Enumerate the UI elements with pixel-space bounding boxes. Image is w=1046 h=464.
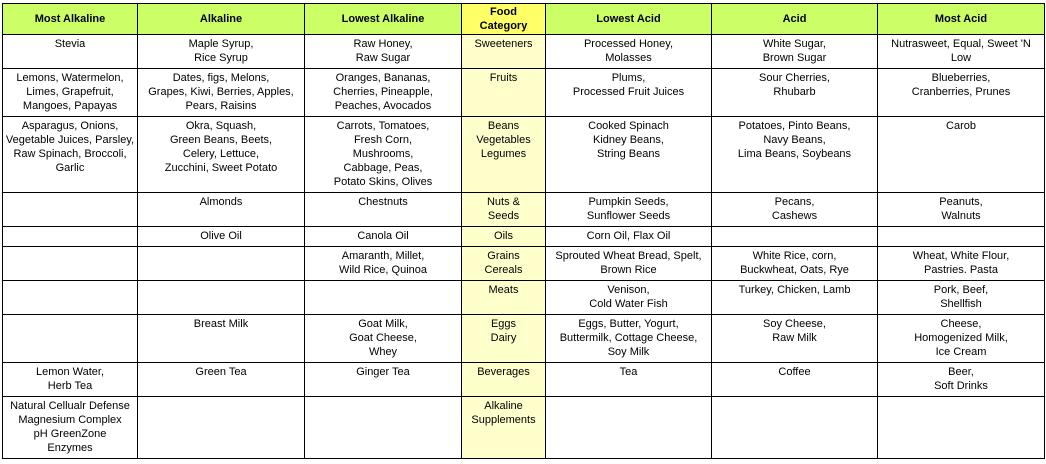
cell-most-acid: Carob bbox=[878, 117, 1045, 193]
cell-food-category: Beans Vegetables Legumes bbox=[462, 117, 546, 193]
cell-alkaline: Breast Milk bbox=[138, 315, 305, 363]
cell-lowest-acid: Processed Honey, Molasses bbox=[546, 35, 712, 69]
cell-most-alkaline: Natural Cellualr Defense Magnesium Complex pH GreenZone Enzymes bbox=[3, 397, 138, 459]
cell-acid: Soy Cheese, Raw Milk bbox=[712, 315, 878, 363]
cell-lowest-acid: Corn Oil, Flax Oil bbox=[546, 227, 712, 247]
cell-most-alkaline bbox=[3, 247, 138, 281]
table-row bbox=[3, 281, 1045, 315]
cell-food-category: Alkaline Supplements bbox=[462, 397, 546, 459]
cell-most-alkaline: Lemons, Watermelon, Limes, Grapefruit, Mangoes, Papayas bbox=[3, 69, 138, 117]
cell-alkaline bbox=[138, 247, 305, 281]
cell-acid: Pecans, Cashews bbox=[712, 193, 878, 227]
cell-lowest-acid bbox=[546, 397, 712, 459]
cell-alkaline bbox=[138, 281, 305, 315]
cell-most-alkaline bbox=[3, 281, 138, 315]
cell-most-acid: Peanuts, Walnuts bbox=[878, 193, 1045, 227]
column-header-food-category: Food Category bbox=[462, 4, 546, 35]
cell-lowest-alkaline bbox=[305, 397, 462, 459]
cell-acid: Turkey, Chicken, Lamb bbox=[712, 281, 878, 315]
cell-most-acid: Blueberries, Cranberries, Prunes bbox=[878, 69, 1045, 117]
cell-alkaline: Maple Syrup, Rice Syrup bbox=[138, 35, 305, 69]
cell-lowest-acid: Plums, Processed Fruit Juices bbox=[546, 69, 712, 117]
cell-lowest-alkaline: Amaranth, Millet, Wild Rice, Quinoa bbox=[305, 247, 462, 281]
table-row bbox=[3, 117, 1045, 193]
cell-acid bbox=[712, 397, 878, 459]
cell-acid: White Rice, corn, Buckwheat, Oats, Rye bbox=[712, 247, 878, 281]
cell-food-category: Beverages bbox=[462, 363, 546, 397]
cell-lowest-acid: Cooked Spinach Kidney Beans, String Beans bbox=[546, 117, 712, 193]
column-header-acid: Acid bbox=[712, 4, 878, 35]
cell-lowest-acid: Sprouted Wheat Bread, Spelt, Brown Rice bbox=[546, 247, 712, 281]
cell-food-category: Grains Cereals bbox=[462, 247, 546, 281]
cell-most-acid bbox=[878, 397, 1045, 459]
cell-acid bbox=[712, 227, 878, 247]
alkaline-acid-food-chart bbox=[2, 3, 1045, 459]
column-header-alkaline: Alkaline bbox=[138, 4, 305, 35]
table-row bbox=[3, 227, 1045, 247]
table-row bbox=[3, 397, 1045, 459]
cell-most-acid: Beer, Soft Drinks bbox=[878, 363, 1045, 397]
cell-lowest-alkaline: Chestnuts bbox=[305, 193, 462, 227]
table-row bbox=[3, 35, 1045, 69]
cell-most-acid: Pork, Beef, Shellfish bbox=[878, 281, 1045, 315]
cell-most-alkaline: Lemon Water, Herb Tea bbox=[3, 363, 138, 397]
table-row bbox=[3, 315, 1045, 363]
cell-most-alkaline: Stevia bbox=[3, 35, 138, 69]
cell-lowest-alkaline: Ginger Tea bbox=[305, 363, 462, 397]
cell-most-acid: Cheese, Homogenized Milk, Ice Cream bbox=[878, 315, 1045, 363]
cell-acid: Potatoes, Pinto Beans, Navy Beans, Lima Beans, Soybeans bbox=[712, 117, 878, 193]
cell-lowest-acid: Pumpkin Seeds, Sunflower Seeds bbox=[546, 193, 712, 227]
cell-food-category: Fruits bbox=[462, 69, 546, 117]
cell-alkaline: Almonds bbox=[138, 193, 305, 227]
cell-food-category: Sweeteners bbox=[462, 35, 546, 69]
cell-alkaline: Dates, figs, Melons, Grapes, Kiwi, Berries, Apples, Pears, Raisins bbox=[138, 69, 305, 117]
cell-most-alkaline: Asparagus, Onions, Vegetable Juices, Parsley, Raw Spinach, Broccoli, Garlic bbox=[3, 117, 138, 193]
column-header-most-alkaline: Most Alkaline bbox=[3, 4, 138, 35]
cell-acid: White Sugar, Brown Sugar bbox=[712, 35, 878, 69]
column-header-lowest-alkaline: Lowest Alkaline bbox=[305, 4, 462, 35]
cell-alkaline bbox=[138, 397, 305, 459]
cell-food-category: Meats bbox=[462, 281, 546, 315]
cell-lowest-alkaline: Raw Honey, Raw Sugar bbox=[305, 35, 462, 69]
cell-lowest-acid: Eggs, Butter, Yogurt, Buttermilk, Cottage Cheese, Soy Milk bbox=[546, 315, 712, 363]
cell-most-acid bbox=[878, 227, 1045, 247]
cell-most-acid: Nutrasweet, Equal, Sweet 'N Low bbox=[878, 35, 1045, 69]
cell-lowest-alkaline: Goat Milk, Goat Cheese, Whey bbox=[305, 315, 462, 363]
chart-body bbox=[3, 35, 1045, 459]
cell-lowest-acid: Tea bbox=[546, 363, 712, 397]
cell-food-category: Oils bbox=[462, 227, 546, 247]
header-row bbox=[3, 4, 1045, 35]
cell-acid: Sour Cherries, Rhubarb bbox=[712, 69, 878, 117]
table-row bbox=[3, 363, 1045, 397]
cell-lowest-alkaline: Carrots, Tomatoes, Fresh Corn, Mushrooms, Cabbage, Peas, Potato Skins, Olives bbox=[305, 117, 462, 193]
cell-food-category: Nuts & Seeds bbox=[462, 193, 546, 227]
table-row bbox=[3, 69, 1045, 117]
cell-food-category: Eggs Dairy bbox=[462, 315, 546, 363]
cell-most-acid: Wheat, White Flour, Pastries. Pasta bbox=[878, 247, 1045, 281]
table-row bbox=[3, 193, 1045, 227]
cell-alkaline: Okra, Squash, Green Beans, Beets, Celery, Lettuce, Zucchini, Sweet Potato bbox=[138, 117, 305, 193]
cell-lowest-alkaline: Canola Oil bbox=[305, 227, 462, 247]
column-header-lowest-acid: Lowest Acid bbox=[546, 4, 712, 35]
cell-most-alkaline bbox=[3, 315, 138, 363]
cell-most-alkaline bbox=[3, 227, 138, 247]
cell-alkaline: Olive Oil bbox=[138, 227, 305, 247]
cell-lowest-alkaline: Oranges, Bananas, Cherries, Pineapple, Peaches, Avocados bbox=[305, 69, 462, 117]
table-row bbox=[3, 247, 1045, 281]
cell-lowest-alkaline bbox=[305, 281, 462, 315]
cell-most-alkaline bbox=[3, 193, 138, 227]
cell-alkaline: Green Tea bbox=[138, 363, 305, 397]
column-header-most-acid: Most Acid bbox=[878, 4, 1045, 35]
cell-acid: Coffee bbox=[712, 363, 878, 397]
cell-lowest-acid: Venison, Cold Water Fish bbox=[546, 281, 712, 315]
